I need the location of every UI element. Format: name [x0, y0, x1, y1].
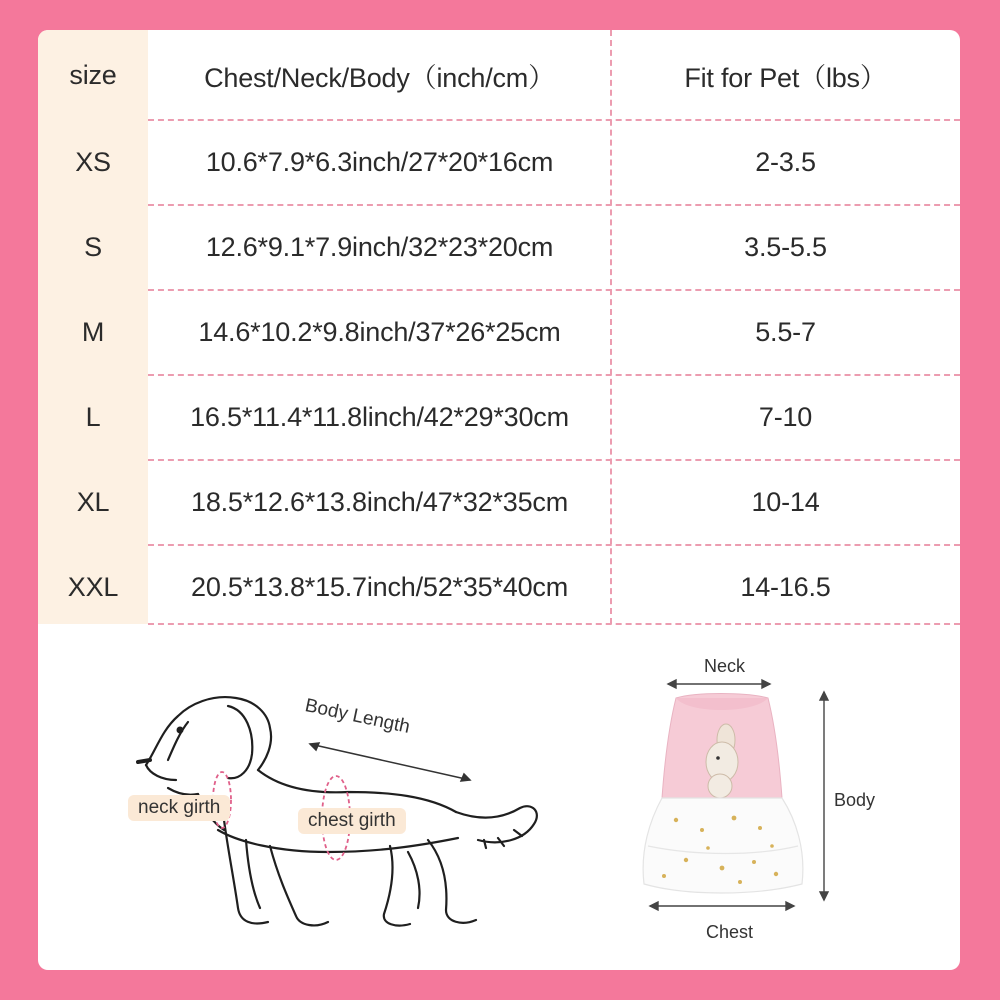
row-size: M [81, 317, 105, 347]
table-row [38, 375, 960, 460]
row-divider [148, 119, 960, 121]
table-row [38, 460, 960, 545]
row-fit: 3.5-5.5 [744, 232, 827, 262]
row-divider [148, 544, 960, 546]
row-measurements: 12.6*9.1*7.9inch/32*23*20cm [205, 232, 554, 262]
row-divider [148, 459, 960, 461]
table-row [38, 120, 960, 205]
row-measurements: 10.6*7.9*6.3inch/27*20*16cm [205, 147, 554, 177]
row-measurements: 20.5*13.8*15.7inch/52*35*40cm [191, 572, 568, 602]
row-measurements: 14.6*10.2*9.8inch/37*26*25cm [198, 317, 561, 347]
row-fit: 10-14 [751, 487, 820, 517]
row-divider [148, 374, 960, 376]
row-size: XXL [67, 572, 119, 602]
row-divider [148, 289, 960, 291]
size-table [38, 30, 960, 624]
chest-girth-label: chest girth [298, 808, 406, 834]
table-row [38, 205, 960, 290]
row-divider [148, 204, 960, 206]
neck-label: Neck [704, 656, 746, 676]
chest-label: Chest [706, 922, 754, 942]
row-fit: 7-10 [758, 402, 813, 432]
body-label: Body [834, 790, 876, 810]
row-fit: 5.5-7 [755, 317, 816, 347]
dress-illustration [626, 670, 846, 930]
size-chart-card [38, 30, 960, 970]
row-measurements: 16.5*11.4*11.8linch/42*29*30cm [190, 402, 569, 432]
body-length-label: Body Length [303, 695, 412, 738]
row-fit: 14-16.5 [740, 572, 831, 602]
row-size: S [84, 232, 102, 262]
row-size: XS [75, 147, 111, 177]
neck-girth-label: neck girth [128, 795, 230, 821]
table-row [38, 545, 960, 630]
header-fit: Fit for Pet（lbs） [684, 62, 887, 93]
row-fit: 2-3.5 [755, 147, 816, 177]
row-size: XL [76, 487, 110, 517]
table-header-row [38, 30, 960, 120]
row-size: L [85, 402, 101, 432]
table-row [38, 290, 960, 375]
header-measurements: Chest/Neck/Body（inch/cm） [204, 62, 555, 93]
row-measurements: 18.5*12.6*13.8inch/47*32*35cm [191, 487, 568, 517]
header-size: size [69, 59, 117, 90]
row-divider [148, 623, 960, 625]
column-divider [610, 30, 612, 624]
